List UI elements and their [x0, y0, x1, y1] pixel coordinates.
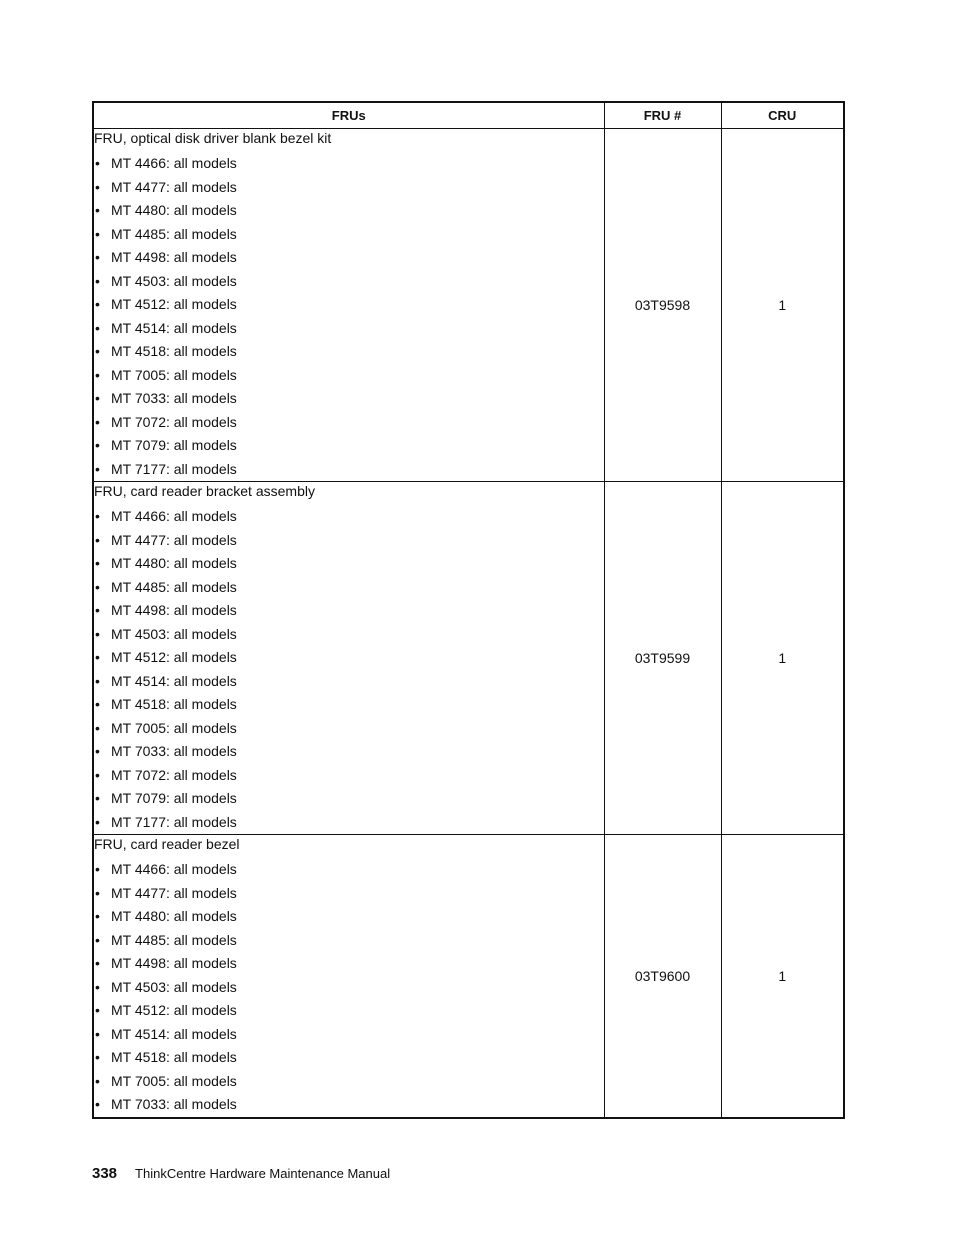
list-item: • MT 4498: all models: [94, 599, 604, 623]
list-item: • MT 4503: all models: [94, 270, 604, 294]
list-item: • MT 4518: all models: [94, 693, 604, 717]
list-item: • MT 4512: all models: [94, 646, 604, 670]
table-header-row: [93, 102, 844, 129]
list-item: • MT 4498: all models: [94, 246, 604, 270]
list-item: • MT 4518: all models: [94, 1046, 604, 1070]
list-item: • MT 4514: all models: [94, 670, 604, 694]
cru-cell: 1: [721, 129, 844, 482]
list-item: • MT 4503: all models: [94, 623, 604, 647]
page-footer: [92, 1165, 390, 1182]
table-row: [93, 835, 844, 1118]
list-item: • MT 4514: all models: [94, 317, 604, 341]
header-fru-number: FRU #: [604, 102, 721, 129]
list-item: • MT 7033: all models: [94, 740, 604, 764]
page-number: 338: [92, 1165, 118, 1182]
list-item: • MT 4498: all models: [94, 952, 604, 976]
list-item: • MT 4503: all models: [94, 976, 604, 1000]
list-item: • MT 4466: all models: [94, 505, 604, 529]
fru-title: FRU, card reader bezel: [94, 836, 240, 852]
table-row: [93, 482, 844, 835]
manual-title: ThinkCentre Hardware Maintenance Manual: [135, 1166, 391, 1181]
list-item: • MT 7079: all models: [94, 787, 604, 811]
list-item: • MT 4466: all models: [94, 858, 604, 882]
list-item: • MT 4518: all models: [94, 340, 604, 364]
list-item: • MT 4485: all models: [94, 929, 604, 953]
list-item: • MT 7033: all models: [94, 387, 604, 411]
list-item: • MT 7033: all models: [94, 1093, 604, 1117]
list-item: • MT 7072: all models: [94, 764, 604, 788]
list-item: • MT 4514: all models: [94, 1023, 604, 1047]
machine-type-list: [94, 152, 604, 481]
table-row: [93, 129, 844, 482]
fru-number-cell: 03T9600: [604, 835, 721, 1118]
list-item: • MT 7079: all models: [94, 434, 604, 458]
list-item: • MT 4466: all models: [94, 152, 604, 176]
header-cru: CRU: [721, 102, 844, 129]
list-item: • MT 7005: all models: [94, 1070, 604, 1094]
fru-description-cell: [93, 129, 604, 482]
fru-table: [92, 101, 845, 1119]
fru-title: FRU, card reader bracket assembly: [94, 483, 315, 499]
header-frus: FRUs: [93, 102, 604, 129]
table-body: [93, 129, 844, 1118]
list-item: • MT 4512: all models: [94, 999, 604, 1023]
cru-cell: 1: [721, 482, 844, 835]
list-item: • MT 7177: all models: [94, 811, 604, 835]
fru-number-cell: 03T9599: [604, 482, 721, 835]
list-item: • MT 4477: all models: [94, 529, 604, 553]
list-item: • MT 4480: all models: [94, 199, 604, 223]
list-item: • MT 4480: all models: [94, 905, 604, 929]
fru-description-cell: [93, 482, 604, 835]
fru-number-cell: 03T9598: [604, 129, 721, 482]
list-item: • MT 7005: all models: [94, 364, 604, 388]
fru-description-cell: [93, 835, 604, 1118]
list-item: • MT 4512: all models: [94, 293, 604, 317]
fru-title: FRU, optical disk driver blank bezel kit: [94, 130, 332, 146]
list-item: • MT 7177: all models: [94, 458, 604, 482]
list-item: • MT 4480: all models: [94, 552, 604, 576]
list-item: • MT 4485: all models: [94, 576, 604, 600]
list-item: • MT 4477: all models: [94, 882, 604, 906]
list-item: • MT 7072: all models: [94, 411, 604, 435]
machine-type-list: [94, 505, 604, 834]
list-item: • MT 7005: all models: [94, 717, 604, 741]
cru-cell: 1: [721, 835, 844, 1118]
list-item: • MT 4477: all models: [94, 176, 604, 200]
list-item: • MT 4485: all models: [94, 223, 604, 247]
machine-type-list: [94, 858, 604, 1117]
